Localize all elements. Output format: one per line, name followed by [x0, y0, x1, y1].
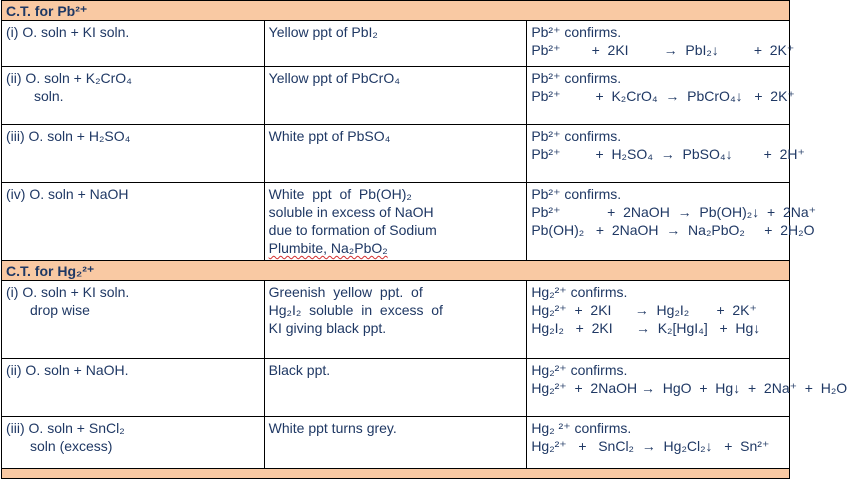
- observation-cell: [264, 281, 527, 359]
- test-line: (i) O. soln + KI soln.: [6, 284, 130, 300]
- observation-line: Hg₂I₂ soluble in excess of: [268, 302, 443, 318]
- equation-line: Hg₂²⁺ + 2NaOH → HgO + Hg↓ + 2Na⁺ + H₂O: [531, 380, 847, 396]
- observation-cell: [264, 417, 527, 469]
- test-line: soln.: [34, 88, 64, 104]
- test-line: (ii) O. soln + NaOH.: [6, 362, 129, 378]
- inference-cell: [527, 21, 795, 67]
- test-line: (ii) O. soln + K₂CrO₄: [6, 70, 132, 86]
- equation-line: Hg₂²⁺ + 2KI → Hg₂I₂ + 2K⁺: [531, 302, 757, 318]
- observation-line: Yellow ppt of PbI₂: [268, 24, 378, 40]
- test-cell: [2, 359, 265, 417]
- test-line: soln (excess): [30, 438, 113, 454]
- test-line: (i) O. soln + KI soln.: [6, 24, 130, 40]
- equation-line: Pb²⁺ + 2NaOH → Pb(OH)₂↓ + 2Na⁺: [531, 204, 817, 220]
- observation-line: soluble in excess of NaOH: [268, 204, 434, 220]
- observation-cell: [264, 67, 527, 125]
- inference-cell: [527, 359, 847, 417]
- inference-line: Pb²⁺ confirms.: [531, 70, 622, 86]
- equation-line: Pb(OH)₂ + 2NaOH → Na₂PbO₂ + 2H₂O: [531, 222, 815, 238]
- section-header-pb: C.T. for Pb²⁺: [2, 1, 790, 21]
- test-line: drop wise: [30, 302, 90, 318]
- test-line: (iii) O. soln + SnCl₂: [6, 420, 125, 436]
- equation-line: Pb²⁺ + 2KI → PbI₂↓ + 2K⁺: [531, 42, 795, 58]
- observation-line: Greenish yellow ppt. of: [268, 284, 423, 300]
- observation-cell: [264, 21, 527, 67]
- inference-line: Pb²⁺ confirms.: [531, 186, 622, 202]
- observation-line: Yellow ppt of PbCrO₄: [268, 70, 400, 86]
- observation-line: White ppt turns grey.: [268, 420, 397, 436]
- test-line: (iii) O. soln + H₂SO₄: [6, 128, 131, 144]
- test-cell: [2, 417, 265, 469]
- test-cell: [2, 67, 265, 125]
- inference-cell: [527, 417, 790, 469]
- equation-line: Pb²⁺ + K₂CrO₄ → PbCrO₄↓ + 2K⁺: [531, 88, 795, 104]
- observation-cell: [264, 125, 527, 183]
- inference-line: Hg₂²⁺ confirms.: [531, 284, 628, 300]
- observation-line: Plumbite, Na₂PbO₂: [268, 240, 388, 256]
- inference-cell: [527, 67, 795, 125]
- test-cell: [2, 183, 265, 261]
- equation-line: Hg₂²⁺ + SnCl₂ → Hg₂Cl₂↓ + Sn²⁺: [531, 438, 770, 454]
- test-cell: [2, 125, 265, 183]
- inference-line: Hg₂²⁺ confirms.: [531, 362, 628, 378]
- equation-line: Hg₂I₂ + 2KI → K₂[HgI₄] + Hg↓: [531, 320, 761, 336]
- test-line: (iv) O. soln + NaOH: [6, 186, 129, 202]
- confirmatory-tests-table: [1, 0, 847, 479]
- observation-cell: [264, 183, 527, 261]
- section-header-hg: C.T. for Hg₂²⁺: [2, 261, 790, 281]
- inference-cell: [527, 183, 817, 261]
- observation-cell: [264, 359, 527, 417]
- observation-line: Black ppt.: [268, 362, 331, 378]
- observation-line: White ppt of PbSO₄: [268, 128, 391, 144]
- section-header-next: [2, 469, 790, 479]
- inference-cell: [527, 281, 790, 359]
- test-cell: [2, 281, 265, 359]
- inference-cell: [527, 125, 805, 183]
- equation-line: Pb²⁺ + H₂SO₄ → PbSO₄↓ + 2H⁺: [531, 146, 805, 162]
- inference-line: Pb²⁺ confirms.: [531, 24, 622, 40]
- inference-line: Pb²⁺ confirms.: [531, 128, 622, 144]
- observation-line: KI giving black ppt.: [268, 320, 387, 336]
- observation-line: White ppt of Pb(OH)₂: [268, 186, 412, 202]
- inference-line: Hg₂ ²⁺ confirms.: [531, 420, 632, 436]
- observation-line: due to formation of Sodium: [268, 222, 437, 238]
- test-cell: [2, 21, 265, 67]
